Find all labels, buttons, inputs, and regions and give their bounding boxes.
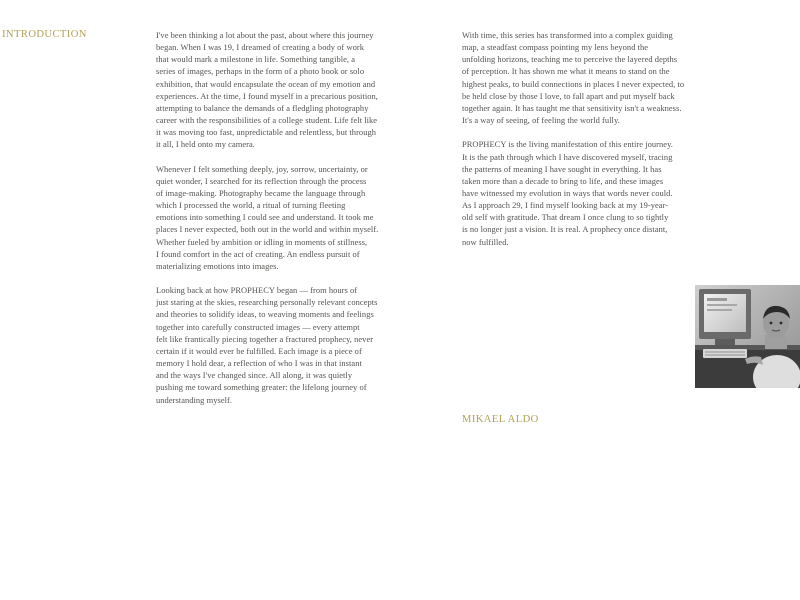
body-paragraph: [156, 163, 396, 272]
text-line: Looking back at how PROPHECY began — from hours of: [156, 285, 358, 296]
text-line: memory I hold dear, a reflection of who I was in that instant: [156, 358, 362, 369]
text-line: the patterns of meaning I have sought in everything. It has: [462, 163, 662, 174]
text-line: just staring at the skies, researching personally relevant concepts: [156, 297, 378, 308]
childhood-photo: [695, 285, 800, 388]
text-line: it all, I held onto my camera.: [156, 139, 255, 150]
body-paragraph: [156, 284, 396, 406]
text-line: felt like frantically piecing together a fractured prophecy, never: [156, 333, 374, 344]
text-line: exhibition, that would encapsulate the ocean of my emotion and: [156, 78, 376, 89]
text-line: Whether fueled by ambition or idling in moments of stillness,: [156, 236, 368, 247]
text-line: Whenever I felt something deeply, joy, sorrow, uncertainty, or: [156, 163, 368, 174]
text-line: it was moving too fast, unpredictable and relentless, but through: [156, 127, 376, 138]
text-line: of image-making. Photography became the language through: [156, 187, 366, 198]
text-line: I've been thinking a lot about the past, about where this journey: [156, 30, 374, 40]
text-line: and theories to solidify ideas, to weaving moments and feelings: [156, 309, 374, 320]
body-paragraph: [462, 29, 702, 126]
text-line: emotions into something I could see and understand. It took me: [156, 212, 374, 223]
text-line: unfolding horizons, teaching me to perceive the layered depths: [462, 54, 678, 65]
text-line: It is the path through which I have discovered myself, tracing: [462, 151, 673, 162]
text-line: map, a steadfast compass pointing my lens beyond the: [462, 42, 649, 53]
section-title: INTRODUCTION: [2, 29, 87, 40]
text-line: quiet wonder, I searched for its reflection through the process: [156, 175, 367, 186]
text-line: pushing me toward something greater: the lifelong journey of: [156, 382, 367, 393]
body-paragraph: [156, 29, 396, 151]
text-line: I found comfort in the act of creating. An endless pursuit of: [156, 248, 360, 259]
text-line: series of images, perhaps in the form of a photo book or solo: [156, 66, 365, 77]
text-line: is no longer just a vision. It is real. A prophecy once distant,: [462, 224, 668, 235]
text-line: With time, this series has transformed into a complex guiding: [462, 30, 673, 40]
text-line: experiences. At the time, I found myself in a precarious position,: [156, 90, 378, 101]
text-line: It's a way of seeing, of feeling the world fully.: [462, 115, 620, 126]
left-text-column: [156, 29, 396, 418]
text-line: PROPHECY is the living manifestation of this entire journey.: [462, 139, 673, 150]
text-line: old self with gratitude. That dream I once clung to so tightly: [462, 212, 669, 223]
text-line: began. When I was 19, I dreamed of creating a body of work: [156, 42, 364, 53]
text-line: highest peaks, to build connections in places I never expected, to: [462, 78, 685, 89]
text-line: now fulfilled.: [462, 236, 509, 247]
text-line: that would mark a milestone in life. Something tangible, a: [156, 54, 356, 65]
text-line: career with the responsibilities of a college student. Life felt like: [156, 115, 378, 126]
text-line: attempting to balance the demands of a fledgling photography: [156, 102, 369, 113]
author-name: MIKAEL ALDO: [462, 414, 539, 425]
text-line: together into carefully constructed images — every attempt: [156, 321, 360, 332]
text-line: together again. It has taught me that sensitivity isn't a weakness.: [462, 102, 682, 113]
text-line: places I never expected, both out in the world and within myself.: [156, 224, 379, 235]
text-line: be held close by those I love, to fall apart and put myself back: [462, 90, 675, 101]
text-line: which I processed the world, a ritual of turning fleeting: [156, 200, 346, 211]
text-line: certain if it would ever be fulfilled. Each image is a piece of: [156, 345, 362, 356]
text-line: and the ways I've changed since. All along, it was quietly: [156, 370, 353, 381]
body-paragraph: [462, 138, 702, 247]
text-line: As I approach 29, I find myself looking back at my 19-year-: [462, 200, 669, 211]
text-line: have witnessed my evolution in ways that words never could.: [462, 187, 673, 198]
right-text-column: [462, 29, 702, 260]
text-line: taken more than a decade to bring to life, and these images: [462, 175, 664, 186]
text-line: of perception. It has shown me what it means to stand on the: [462, 66, 670, 77]
text-line: materializing emotions into images.: [156, 260, 279, 271]
text-line: understanding myself.: [156, 394, 233, 405]
